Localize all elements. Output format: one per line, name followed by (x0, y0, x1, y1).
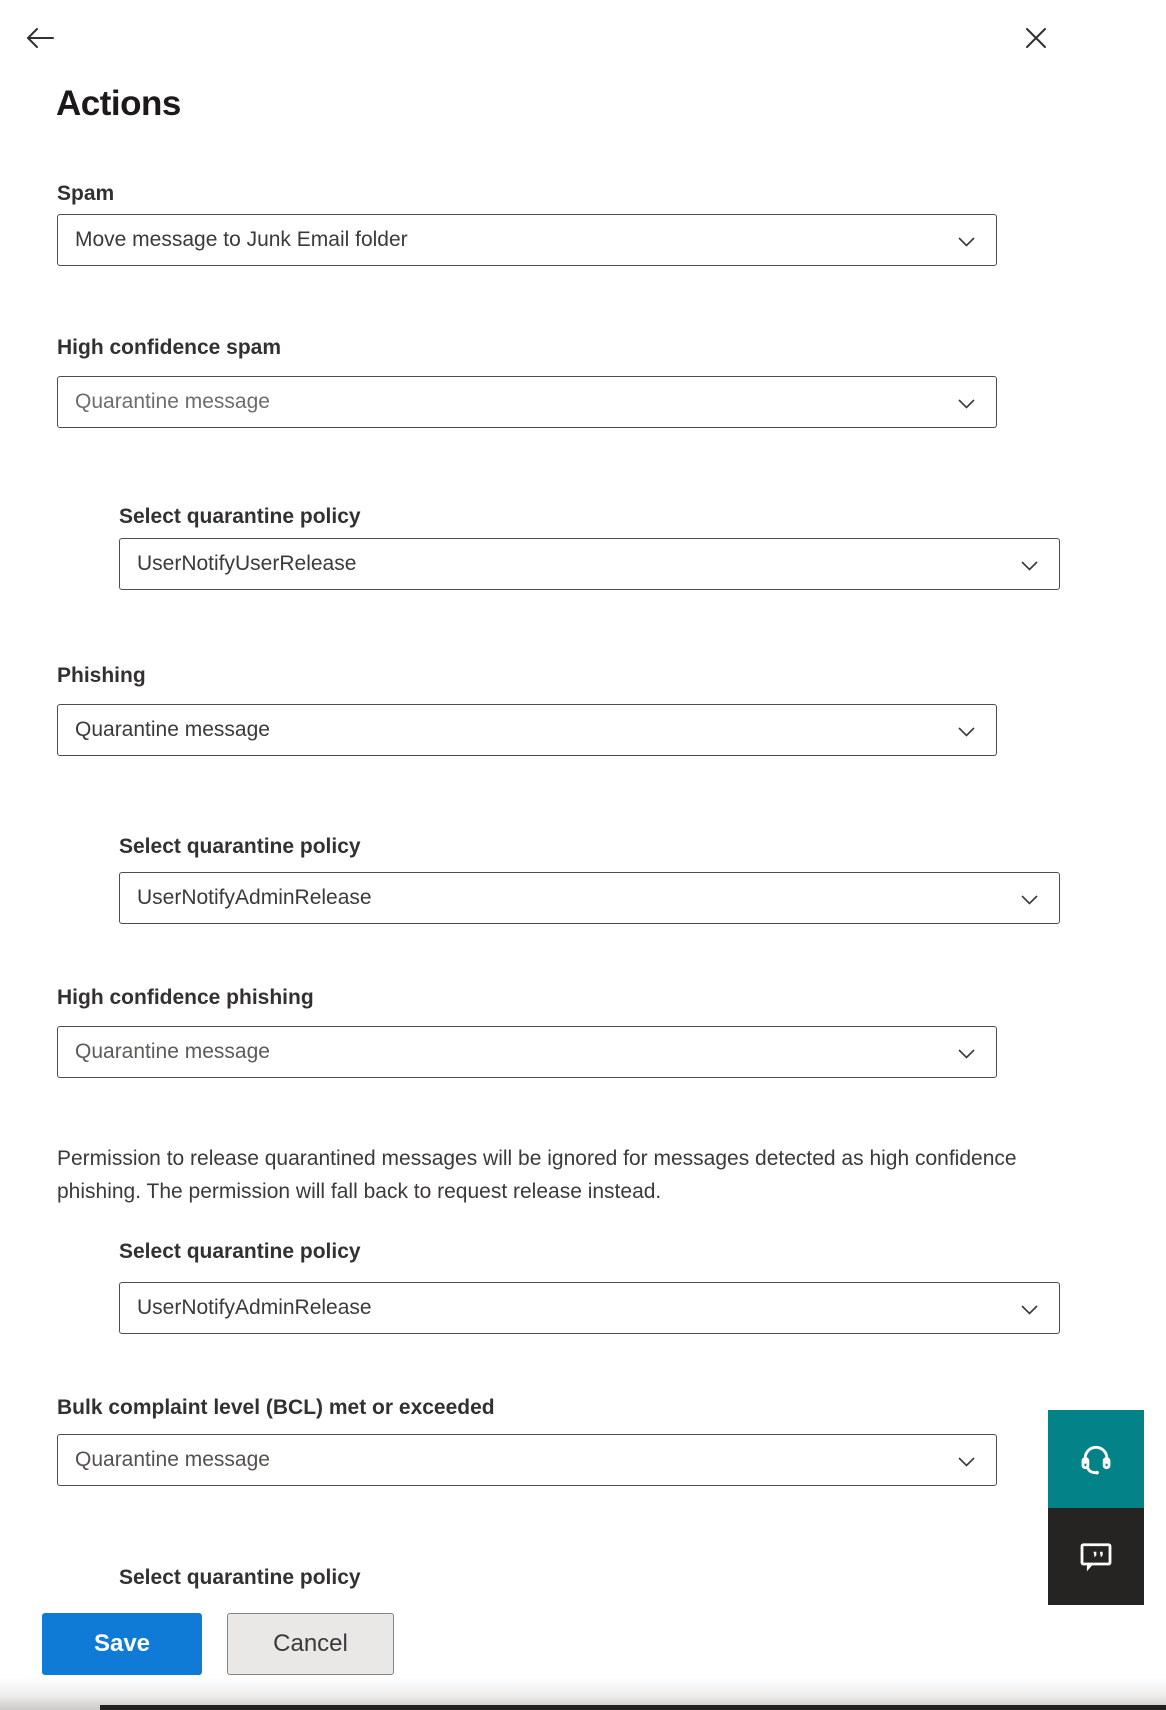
bcl-quarantine-policy-label: Select quarantine policy (119, 1566, 361, 1589)
phishing-quarantine-policy-label: Select quarantine policy (119, 835, 361, 858)
high-confidence-phishing-action-dropdown[interactable] (57, 1026, 997, 1078)
hcp-permission-note: Permission to release quarantined messages will be ignored for messages detected as high confidence phishing. The permission will fall back to request release instead. (57, 1147, 1017, 1203)
phishing-quarantine-policy-value: UserNotifyAdminRelease (137, 886, 372, 909)
chevron-down-icon (958, 1457, 975, 1467)
bulk-complaint-label: Bulk complaint level (BCL) met or exceeded (57, 1396, 495, 1419)
bulk-complaint-action-dropdown[interactable] (57, 1434, 997, 1486)
headset-icon (1076, 1439, 1116, 1479)
feedback-button[interactable] (1048, 1508, 1144, 1605)
hcp-quarantine-policy-dropdown[interactable] (119, 1282, 1060, 1334)
cancel-button[interactable]: Cancel (227, 1613, 394, 1675)
chevron-down-icon (958, 1049, 975, 1059)
bulk-complaint-action-value: Quarantine message (75, 1448, 270, 1471)
hcp-quarantine-policy-value: UserNotifyAdminRelease (137, 1296, 372, 1319)
hcp-quarantine-policy-label: Select quarantine policy (119, 1240, 361, 1263)
phishing-action-dropdown[interactable] (57, 704, 997, 756)
high-confidence-spam-action-value: Quarantine message (75, 390, 270, 413)
chevron-down-icon (958, 399, 975, 409)
bcl-quarantine-policy-label-clipped (119, 1566, 361, 1597)
back-button[interactable] (22, 20, 58, 56)
phishing-quarantine-policy-dropdown[interactable] (119, 872, 1060, 924)
chevron-down-icon (958, 237, 975, 247)
high-confidence-spam-action-dropdown[interactable] (57, 376, 997, 428)
chat-quotes-icon (1075, 1536, 1117, 1578)
help-support-button[interactable] (1048, 1410, 1144, 1508)
save-button[interactable]: Save (42, 1613, 202, 1675)
phishing-label: Phishing (57, 664, 146, 687)
spam-action-value: Move message to Junk Email folder (75, 228, 408, 251)
chevron-down-icon (958, 727, 975, 737)
hcs-quarantine-policy-label: Select quarantine policy (119, 505, 361, 528)
spam-action-dropdown[interactable] (57, 214, 997, 266)
background-window-edge (100, 1705, 1166, 1710)
high-confidence-phishing-action-value: Quarantine message (75, 1040, 270, 1063)
phishing-action-value: Quarantine message (75, 718, 270, 741)
high-confidence-spam-label: High confidence spam (57, 336, 282, 359)
chevron-down-icon (1021, 1305, 1038, 1315)
high-confidence-phishing-label: High confidence phishing (57, 986, 314, 1009)
arrow-left-icon (22, 20, 58, 56)
close-button[interactable] (1018, 20, 1054, 56)
chevron-down-icon (1021, 561, 1038, 571)
hcs-quarantine-policy-dropdown[interactable] (119, 538, 1060, 590)
spam-label: Spam (57, 182, 115, 205)
chevron-down-icon (1021, 895, 1038, 905)
page-title: Actions (56, 84, 181, 123)
hcs-quarantine-policy-value: UserNotifyUserRelease (137, 552, 357, 575)
close-icon (1018, 20, 1054, 56)
